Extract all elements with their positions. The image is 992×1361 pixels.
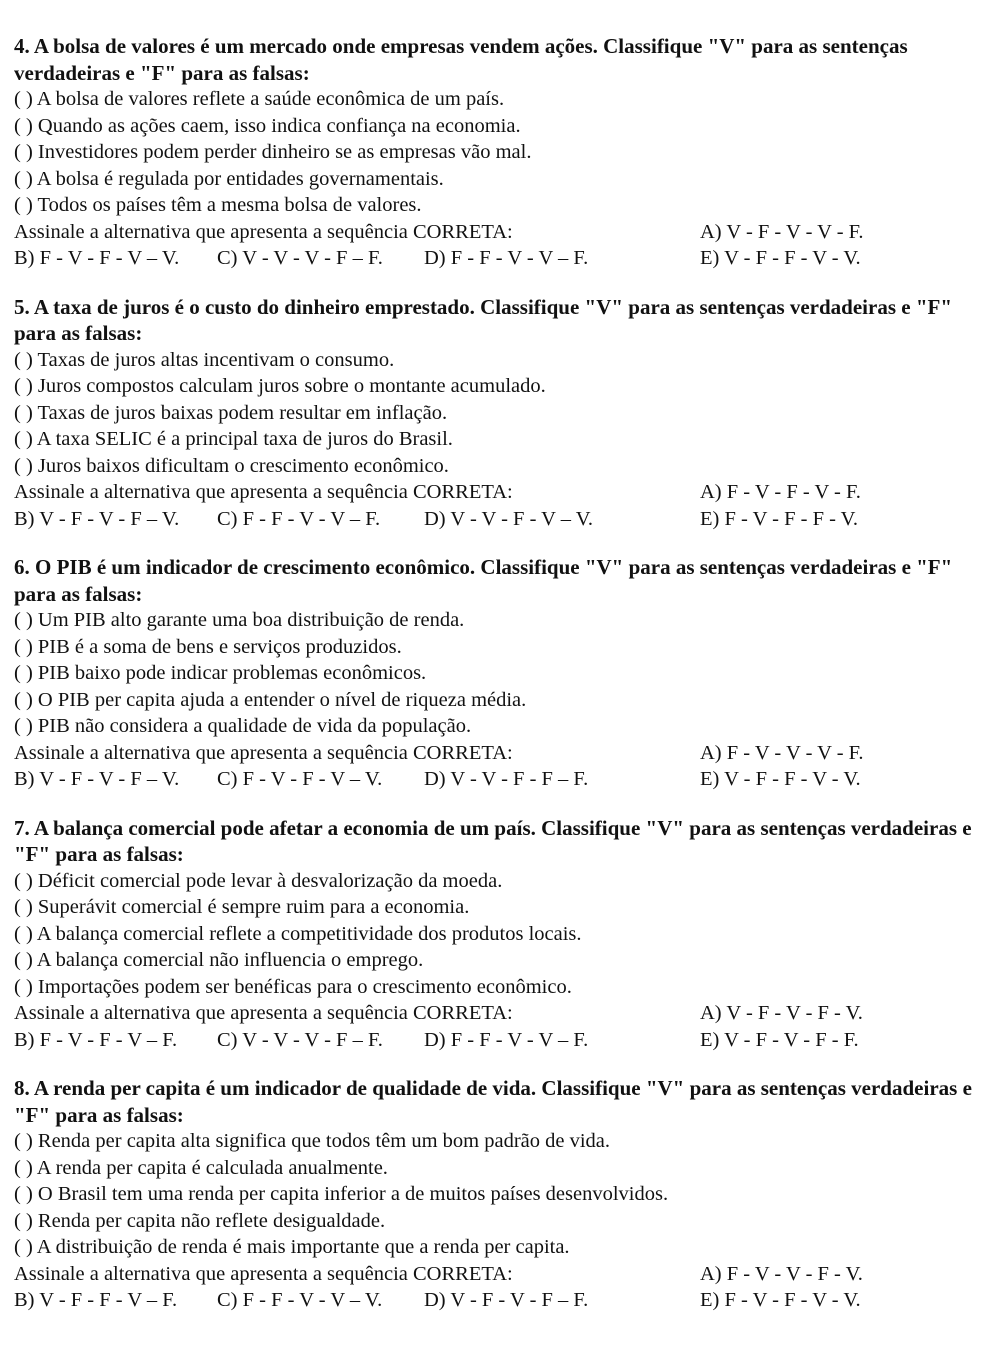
statement-item: ( ) PIB não considera a qualidade de vida da população. xyxy=(14,715,472,737)
options-line xyxy=(14,245,978,272)
statement-item: ( ) A bolsa de valores reflete a saúde econômica de um país. xyxy=(14,88,505,110)
statement-item: ( ) Déficit comercial pode levar à desvalorização da moeda. xyxy=(14,869,503,892)
question-4 xyxy=(14,33,978,272)
option-a: A) V - F - V - V - F. xyxy=(700,220,864,243)
option-d: D) F - F - V - V – F. xyxy=(424,1028,589,1051)
instruction-text: Assinale a alternativa que apresenta a sequência CORRETA: xyxy=(14,1002,513,1024)
statement-item: ( ) Renda per capita alta significa que todos têm um bom padrão de vida. xyxy=(14,1130,611,1152)
question-8 xyxy=(14,1075,978,1314)
statement-item: ( ) A distribuição de renda é mais importante que a renda per capita. xyxy=(14,1236,570,1258)
instruction-text: Assinale a alternativa que apresenta a sequência CORRETA: xyxy=(14,1262,513,1285)
options-line xyxy=(14,1027,978,1054)
option-d: D) V - V - F - F – F. xyxy=(424,768,589,790)
statement-item: ( ) PIB é a soma de bens e serviços produzidos. xyxy=(14,635,402,658)
statement-item: ( ) Um PIB alto garante uma boa distribuição de renda. xyxy=(14,609,465,631)
statement-item: ( ) Taxas de juros altas incentivam o consumo. xyxy=(14,348,395,371)
instruction-line xyxy=(14,219,978,246)
option-b: B) F - V - F - V – V. xyxy=(14,247,180,269)
option-e: E) V - F - F - V - V. xyxy=(700,768,861,790)
question-stem: 4. A bolsa de valores é um mercado onde empresas vendem ações. Classifique "V" para as sentenças verdadeiras e "F" para as falsas: xyxy=(14,34,908,85)
option-d: D) F - F - V - V – F. xyxy=(424,247,589,269)
instruction-line xyxy=(14,740,978,767)
option-e: E) F - V - F - F - V. xyxy=(700,507,858,530)
option-b: B) V - F - F - V – F. xyxy=(14,1289,178,1311)
statement-item: ( ) O Brasil tem uma renda per capita inferior a de muitos países desenvolvidos. xyxy=(14,1183,669,1205)
question-5 xyxy=(14,294,978,533)
question-7 xyxy=(14,815,978,1054)
statement-item: ( ) Investidores podem perder dinheiro se as empresas vão mal. xyxy=(14,141,532,163)
question-stem: 5. A taxa de juros é o custo do dinheiro emprestado. Classifique "V" para as sentenças verdadeiras e "F" para as falsas: xyxy=(14,294,952,345)
option-d: D) V - F - V - F – F. xyxy=(424,1289,589,1311)
statement-item: ( ) Juros baixos dificultam o crescimento econômico. xyxy=(14,454,449,477)
option-a: A) F - V - V - F - V. xyxy=(700,1262,863,1285)
option-b: B) F - V - F - V – F. xyxy=(14,1028,178,1051)
statement-item: ( ) PIB baixo pode indicar problemas econômicos. xyxy=(14,662,427,684)
option-d: D) V - V - F - V – V. xyxy=(424,507,593,530)
option-c: C) F - V - F - V – V. xyxy=(217,768,383,790)
option-e: E) V - F - V - F - F. xyxy=(700,1028,859,1051)
instruction-text: Assinale a alternativa que apresenta a sequência CORRETA: xyxy=(14,481,513,503)
statement-item: ( ) Todos os países têm a mesma bolsa de valores. xyxy=(14,194,422,216)
statement-item: ( ) A balança comercial reflete a competitividade dos produtos locais. xyxy=(14,922,582,945)
option-e: E) F - V - F - V - V. xyxy=(700,1289,861,1311)
statement-item: ( ) A bolsa é regulada por entidades governamentais. xyxy=(14,167,444,190)
instruction-line xyxy=(14,479,978,506)
option-c: C) V - V - V - F – F. xyxy=(217,1028,383,1051)
option-b: B) V - F - V - F – V. xyxy=(14,507,180,530)
statement-item: ( ) Juros compostos calculam juros sobre o montante acumulado. xyxy=(14,375,546,397)
statement-item: ( ) Superávit comercial é sempre ruim para a economia. xyxy=(14,896,470,918)
statement-item: ( ) A renda per capita é calculada anualmente. xyxy=(14,1156,388,1179)
option-b: B) V - F - V - F – V. xyxy=(14,768,180,790)
question-stem: 7. A balança comercial pode afetar a economia de um país. Classifique "V" para as sentenças verdadeiras e "F" para as falsas: xyxy=(14,815,972,866)
question-stem: 8. A renda per capita é um indicador de qualidade de vida. Classifique "V" para as sentenças verdadeiras e "F" para as falsas: xyxy=(14,1076,972,1127)
statement-item: ( ) Importações podem ser benéficas para o crescimento econômico. xyxy=(14,975,572,998)
instruction-text: Assinale a alternativa que apresenta a sequência CORRETA: xyxy=(14,741,513,764)
options-line xyxy=(14,766,978,793)
statement-item: ( ) A taxa SELIC é a principal taxa de juros do Brasil. xyxy=(14,428,453,450)
question-stem: 6. O PIB é um indicador de crescimento econômico. Classifique "V" para as sentenças verdadeiras e "F" para as falsas: xyxy=(14,555,953,606)
statement-item: ( ) Quando as ações caem, isso indica confiança na economia. xyxy=(14,114,521,137)
option-a: A) F - V - F - V - F. xyxy=(700,481,861,503)
question-6 xyxy=(14,554,978,793)
statement-item: ( ) A balança comercial não influencia o emprego. xyxy=(14,949,424,971)
options-line xyxy=(14,506,978,533)
option-c: C) F - F - V - V – V. xyxy=(217,1289,383,1311)
statement-item: ( ) Taxas de juros baixas podem resultar em inflação. xyxy=(14,401,448,424)
instruction-text: Assinale a alternativa que apresenta a sequência CORRETA: xyxy=(14,220,513,243)
option-e: E) V - F - F - V - V. xyxy=(700,247,861,269)
option-a: A) F - V - V - V - F. xyxy=(700,741,864,764)
option-c: C) V - V - V - F – F. xyxy=(217,247,383,269)
option-c: C) F - F - V - V – F. xyxy=(217,507,381,530)
statement-item: ( ) Renda per capita não reflete desigualdade. xyxy=(14,1209,386,1232)
instruction-line xyxy=(14,1000,978,1027)
option-a: A) V - F - V - F - V. xyxy=(700,1002,863,1024)
options-line xyxy=(14,1287,978,1314)
instruction-line xyxy=(14,1261,978,1288)
statement-item: ( ) O PIB per capita ajuda a entender o nível de riqueza média. xyxy=(14,688,527,711)
